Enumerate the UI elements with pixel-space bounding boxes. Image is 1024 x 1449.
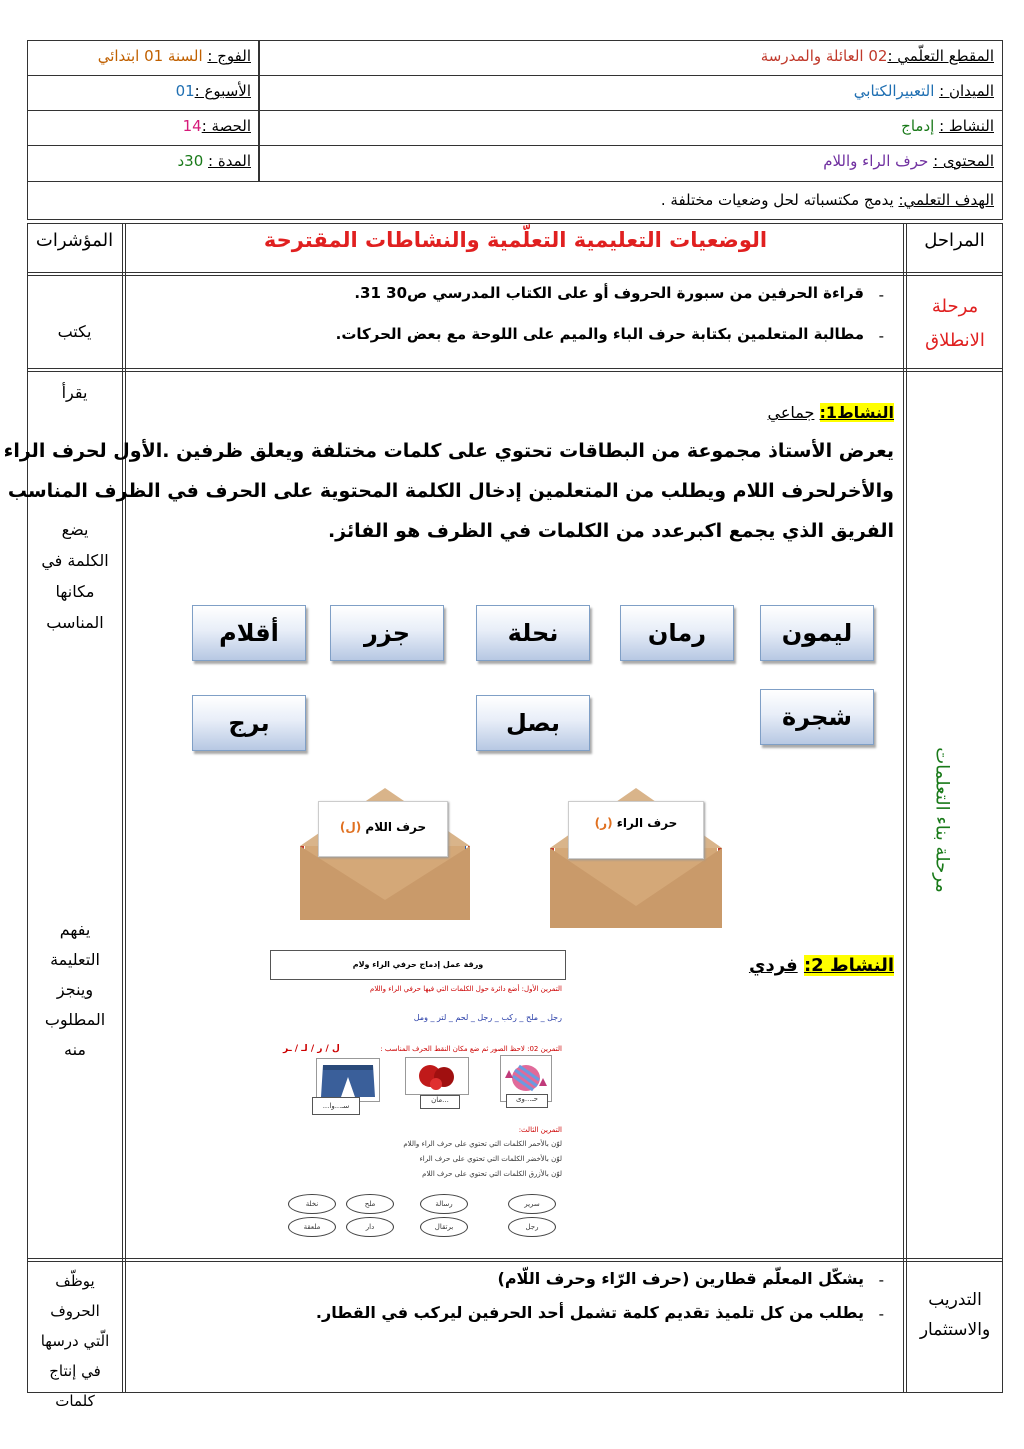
- envelope-lam[interactable]: [300, 788, 470, 920]
- group-label: الفوج :: [207, 47, 251, 65]
- session-row: [183, 117, 251, 135]
- worksheet-ex3-line3: لوّن بالأزرق الكلمات التي تحتوي على حرف اللام: [422, 1170, 562, 1178]
- session-value: 14: [182, 117, 202, 135]
- indicator-reads: يقرأ: [61, 383, 88, 402]
- launch-item-1: قراءة الحرفين من سبورة الحروف أو على الكتاب المدرسي ص30 31.: [354, 284, 864, 302]
- activity1-line-1: يعرض الأستاذ مجموعة من البطاقات تحتوي على كلمات مختلفة ويعلق ظرفين .الأول لحرف الراء: [3, 440, 894, 462]
- field-row: [854, 82, 994, 100]
- word-card[interactable]: ليمون: [760, 605, 874, 661]
- goal-value: يدمج مكتسباته لحل وضعيات مختلفة .: [660, 191, 894, 209]
- envelope-lam-label: حرف اللام (ل): [318, 801, 448, 857]
- sequence-label: المقطع التعلّمي :: [887, 47, 994, 65]
- activity1-line-2: والأخرلحرف اللام ويطلب من المتعلمين إدخال الكلمة المحتوية على الحرف في الظرف المناسب: [7, 480, 894, 502]
- practice-item-2: يطلب من كل تلميذ تقديم كلمة تشمل أحد الحرفين ليركب في القطار.: [315, 1303, 864, 1322]
- word-oval: ملح: [346, 1194, 394, 1214]
- practice-indicator: يوظّف الحروف الّتي درسها في إنتاج كلمات: [40, 1272, 110, 1410]
- word-oval: برتقال: [420, 1217, 468, 1237]
- practice-item-1: يشكّل المعلّم قطارين (حرف الرّاء وحرف اللّام): [497, 1269, 864, 1288]
- content-value: حرف الراء واللام: [823, 152, 929, 170]
- activity2-label: النشاط 2:: [803, 955, 894, 976]
- word-oval: دار: [346, 1217, 394, 1237]
- activity2-header: [749, 955, 894, 976]
- word-oval: رسالة: [420, 1194, 468, 1214]
- build-stage: مرحلة بناء التعلمات: [931, 747, 953, 893]
- week-label: الأسبوع :: [194, 82, 251, 100]
- field-label: الميدان :: [939, 82, 994, 100]
- caption-candy: حـ...وى: [506, 1094, 548, 1108]
- worksheet-ex2: التمرين 02: لاحظ الصور ثم ضع مكان النقط الحرف المناسب :: [380, 1045, 562, 1053]
- word-card[interactable]: أقلام: [192, 605, 306, 661]
- word-card[interactable]: برج: [192, 695, 306, 751]
- indicator-understands: يفهم التعليمة وينجز المطلوب منه: [44, 920, 106, 1059]
- indicators-header: المؤشرات: [35, 230, 114, 251]
- group-value: السنة 01 ابتدائي: [97, 47, 203, 65]
- word-card[interactable]: جزر: [330, 605, 444, 661]
- pomegranate-image: [405, 1057, 469, 1095]
- main-table: [27, 223, 1003, 1393]
- worksheet-ex2-letters: ل / ر / لـ / ـر: [283, 1044, 340, 1054]
- worksheet-title: ورقة عمل إدماج حرفي الراء ولام: [270, 950, 566, 980]
- word-card[interactable]: بصل: [476, 695, 590, 751]
- envelope-ra[interactable]: [550, 788, 722, 928]
- duration-row: [177, 152, 251, 170]
- activity1-mode: جماعي: [767, 403, 815, 422]
- sequence-row: [761, 47, 994, 65]
- trousers-image: [316, 1058, 380, 1102]
- envelope-ra-label: حرف الراء (ر): [568, 801, 704, 859]
- content-label: المحتوى :: [933, 152, 994, 170]
- word-oval: ملعقة: [288, 1217, 336, 1237]
- stages-header: المراحل: [924, 230, 985, 251]
- activity1-header: [768, 403, 894, 422]
- session-label: الحصة :: [201, 117, 251, 135]
- week-row: [176, 82, 251, 100]
- practice-stage: التدريب والاستثمار: [919, 1290, 991, 1340]
- goal-row: [661, 191, 994, 209]
- launch-item-2: مطالبة المتعلمين بكتابة حرف الباء والميم على اللوحة مع بعض الحركات.: [335, 325, 864, 343]
- worksheet-ex3: التمرين الثالث:: [518, 1126, 562, 1134]
- goal-label: الهدف التعلمي:: [898, 191, 994, 209]
- activity-label: النشاط :: [939, 117, 994, 135]
- activity1-line-3: الفريق الذي يجمع اكبرعدد من الكلمات في الظرف هو الفائز.: [327, 520, 894, 542]
- word-card[interactable]: شجرة: [760, 689, 874, 745]
- worksheet-ex3-line1: لوّن بالأحمر الكلمات التي تحتوي على حرف الراء واللام: [403, 1140, 562, 1148]
- worksheet-ex3-line2: لوّن بالأخضر الكلمات التي تحتوي على حرف الراء: [419, 1155, 562, 1163]
- situations-header: الوضعيات التعليمية التعلّمية والنشاطات المقترحة: [263, 228, 768, 252]
- word-oval: سرير: [508, 1194, 556, 1214]
- field-value: التعبيرالكتابي: [853, 82, 935, 100]
- word-card[interactable]: نحلة: [476, 605, 590, 661]
- word-oval: نخلة: [288, 1194, 336, 1214]
- activity-value: إدماج: [901, 117, 935, 135]
- week-value: 01: [175, 82, 195, 100]
- indicator-places: يضع الكلمة في مكانها المناسب: [41, 520, 109, 632]
- activity1-label: النشاط1:: [819, 403, 894, 422]
- worksheet-ex1: التمرين الأول: أضع دائرة حول الكلمات التي فيها حرفي الراء واللام: [370, 985, 562, 993]
- word-card[interactable]: رمان: [620, 605, 734, 661]
- activity2-mode: فردي: [748, 955, 798, 976]
- content-row: [823, 152, 994, 170]
- group-row: [98, 47, 251, 65]
- launch-stage: مرحلة الانطلاق: [925, 296, 985, 351]
- build-stage-wrap: [922, 735, 962, 905]
- sequence-value: 02 العائلة والمدرسة: [760, 47, 888, 65]
- duration-value: 30د: [177, 152, 204, 170]
- activity-row: [901, 117, 994, 135]
- caption-trousers: سـ...وا...: [312, 1097, 360, 1115]
- worksheet-ex1-words: رجل _ ملح _ ركب _ رجل _ لحم _ لتر _ ومل: [413, 1013, 562, 1022]
- launch-indicator: يكتب: [57, 322, 92, 341]
- word-oval: رجل: [508, 1217, 556, 1237]
- caption-pomegranate: ...مان: [420, 1095, 460, 1109]
- duration-label: المدة :: [208, 152, 251, 170]
